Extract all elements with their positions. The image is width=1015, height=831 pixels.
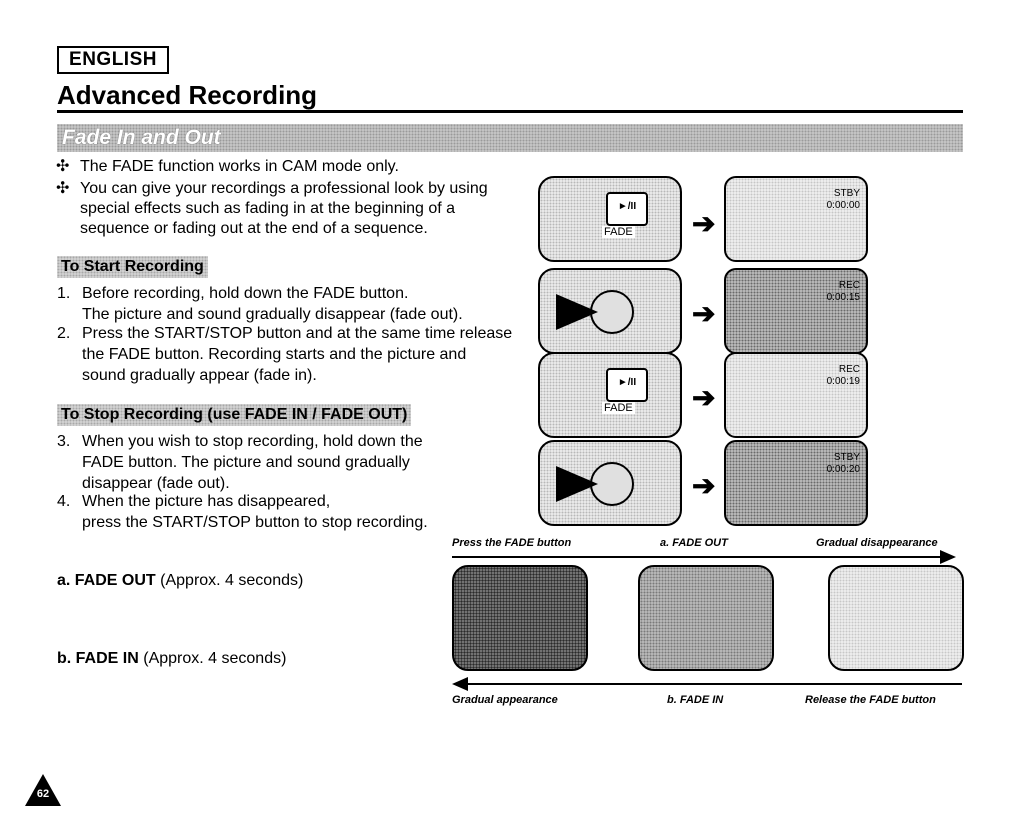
bullet-line: You can give your recordings a professional look by using: [80, 180, 488, 197]
screen-time: 0:00:00: [826, 200, 860, 211]
fade-out-description: [57, 572, 303, 590]
camera-fade-button-illustration: [538, 176, 682, 262]
screen-status: REC: [838, 364, 860, 375]
step-line: press the START/STOP button to stop recording.: [82, 514, 428, 531]
step-line: Press the START/STOP button and at the same time release: [82, 325, 513, 342]
arrow-right-icon: ➔: [692, 298, 716, 329]
fade-in-description: [57, 650, 286, 668]
page-title: Advanced Recording: [57, 80, 318, 110]
bullet-line: sequence or fading out at the end of a sequence.: [80, 220, 428, 237]
pointer-icon: [556, 466, 598, 502]
step-line: The picture and sound gradually disappear (fade out).: [82, 306, 463, 323]
step-line: sound gradually appear (fade in).: [82, 367, 317, 384]
arrow-right-icon: ➔: [692, 382, 716, 413]
screen-time: 0:00:15: [826, 292, 860, 303]
page-number: 62: [36, 788, 50, 800]
intro-bullet: [56, 157, 399, 177]
camera-start-stop-illustration: [538, 440, 682, 526]
bullet-line: The FADE function works in CAM mode only.: [80, 158, 399, 175]
timeline-forward: [452, 556, 952, 558]
timeline-backward: [462, 683, 962, 685]
caption-fade-out: a. FADE OUT: [660, 537, 728, 549]
caption-fade-in: b. FADE IN: [667, 694, 724, 706]
section-title: Fade In and Out: [62, 126, 221, 149]
screen-status: STBY: [833, 188, 860, 199]
frame-half-faded: [638, 565, 774, 671]
fade-out-label: a. FADE OUT: [57, 572, 156, 589]
step-line: When you wish to stop recording, hold down the: [82, 433, 423, 450]
fade-out-duration: (Approx. 4 seconds): [160, 572, 304, 589]
fade-in-duration: (Approx. 4 seconds): [143, 650, 287, 667]
arrow-right-icon: ➔: [692, 470, 716, 501]
bullet-icon: ✣: [56, 180, 70, 197]
screen-status: REC: [838, 280, 860, 291]
lcd-screen: [724, 352, 868, 438]
step-item: [57, 431, 423, 494]
step-item: [57, 283, 463, 325]
step-item: [57, 323, 513, 386]
subheading-stop-recording: To Stop Recording (use FADE IN / FADE OUT): [57, 404, 411, 426]
frame-full-picture: [452, 565, 588, 671]
play-pause-key: ►/II: [606, 192, 648, 226]
arrow-right-icon: ➔: [692, 208, 716, 239]
step-line: disappear (fade out).: [82, 475, 230, 492]
step-line: Before recording, hold down the FADE button.: [82, 285, 409, 302]
step-line: the FADE button. Recording starts and the picture and: [82, 346, 467, 363]
frame-faded-out: [828, 565, 964, 671]
bullet-line: special effects such as fading in at the beginning of a: [80, 200, 456, 217]
pointer-icon: [556, 294, 598, 330]
screen-status: STBY: [833, 452, 860, 463]
screen-time: 0:00:19: [826, 376, 860, 387]
step-number: 1.: [57, 285, 71, 302]
timeline-arrowhead-right-icon: [940, 550, 956, 564]
caption-press-fade: Press the FADE button: [452, 537, 572, 549]
title-rule: [57, 110, 963, 113]
step-number: 2.: [57, 325, 71, 342]
caption-gradual-appearance: Gradual appearance: [452, 694, 558, 706]
step-line: When the picture has disappeared,: [82, 493, 331, 510]
bullet-icon: ✣: [56, 158, 70, 175]
step-item: [57, 491, 428, 533]
caption-release-fade: Release the FADE button: [805, 694, 936, 706]
camera-fade-button-illustration: [538, 352, 682, 438]
lcd-screen: [724, 440, 868, 526]
camera-start-stop-illustration: [538, 268, 682, 354]
lcd-screen: [724, 176, 868, 262]
subheading-start-recording: To Start Recording: [57, 256, 208, 278]
fade-button-label: FADE: [604, 226, 633, 238]
play-pause-key: ►/II: [606, 368, 648, 402]
fade-button-label: FADE: [604, 402, 633, 414]
intro-bullet: [56, 179, 488, 239]
language-tab: ENGLISH: [57, 46, 169, 74]
caption-gradual-disappearance: Gradual disappearance: [816, 537, 938, 549]
lcd-screen: [724, 268, 868, 354]
step-line: FADE button. The picture and sound gradually: [82, 454, 410, 471]
step-number: 3.: [57, 433, 71, 450]
fade-in-label: b. FADE IN: [57, 650, 139, 667]
step-number: 4.: [57, 493, 71, 510]
screen-time: 0:00:20: [826, 464, 860, 475]
